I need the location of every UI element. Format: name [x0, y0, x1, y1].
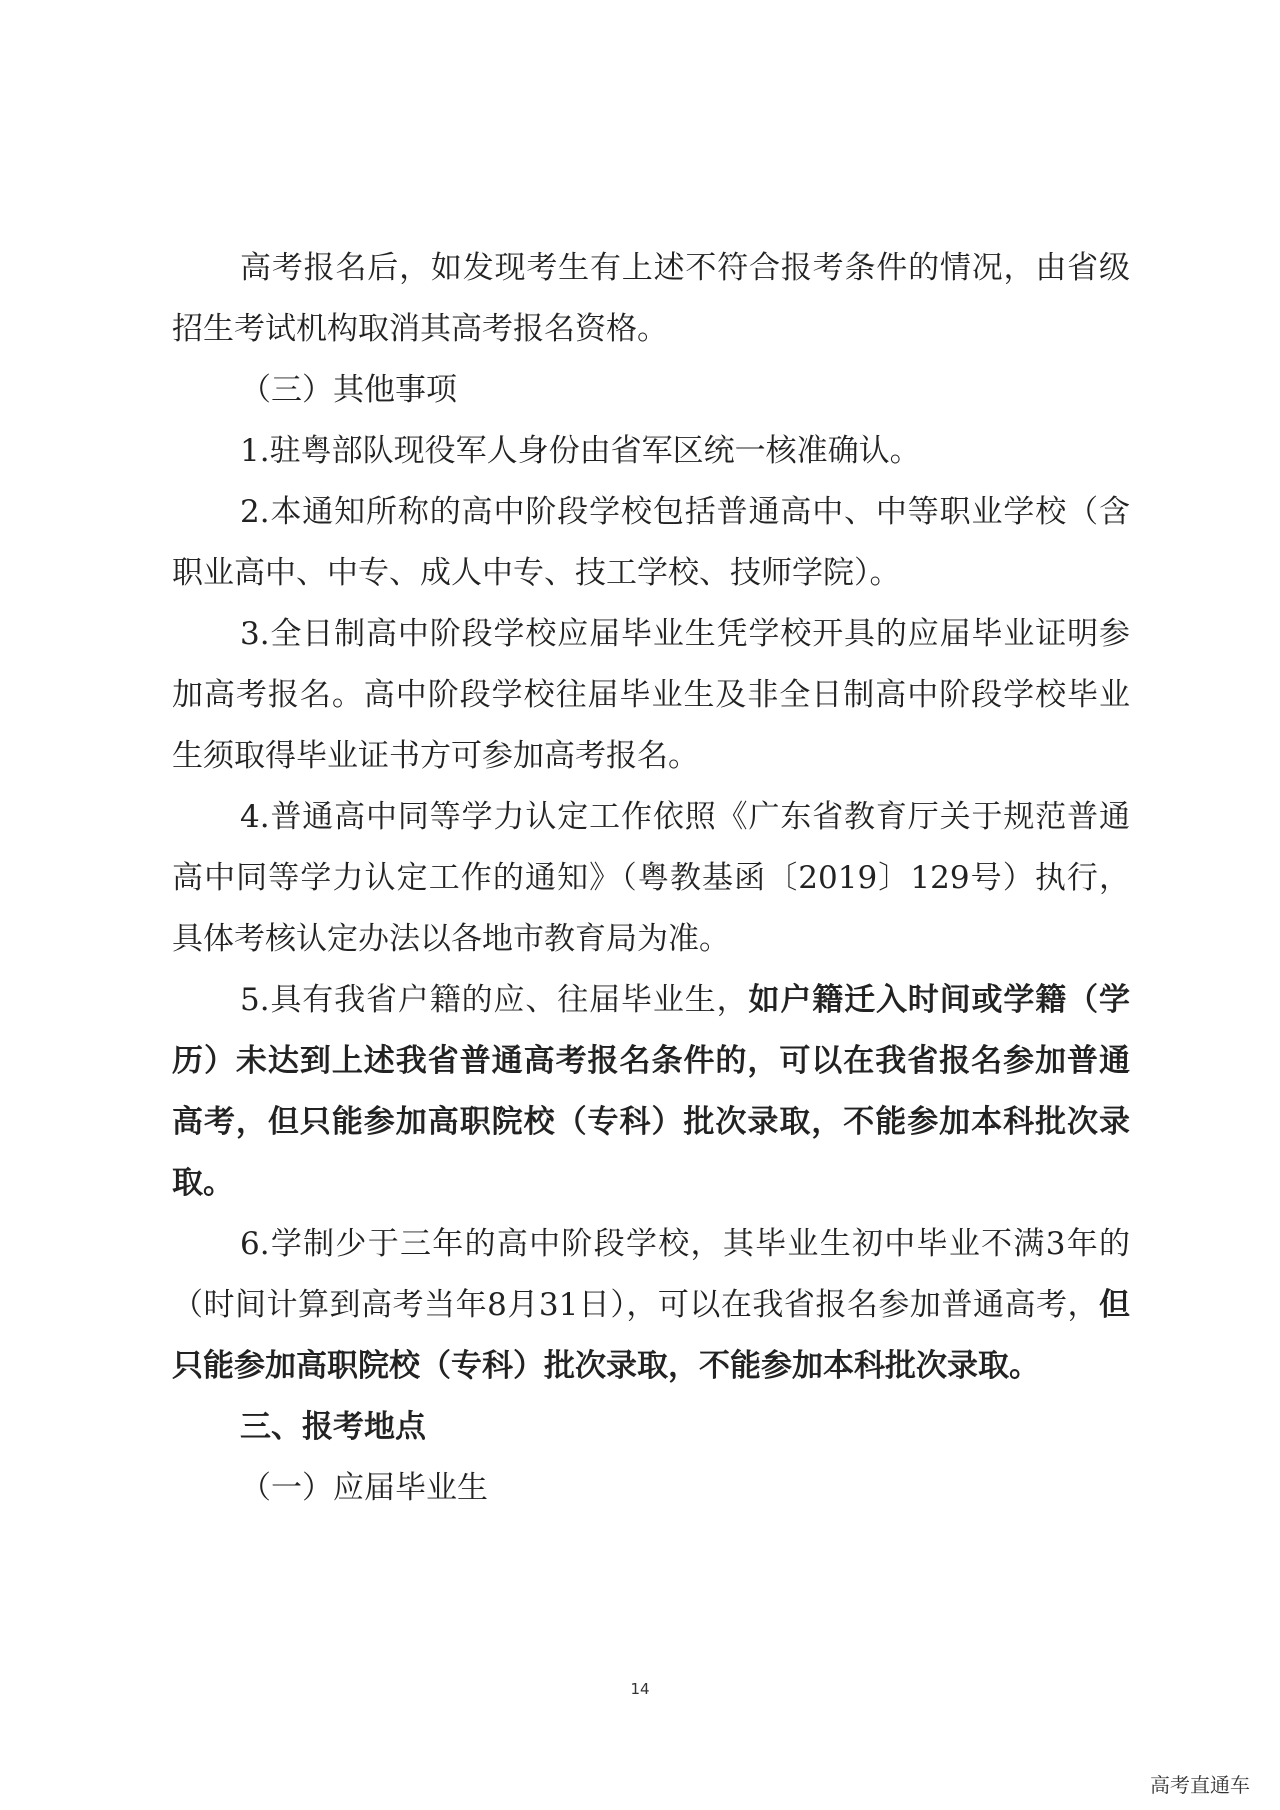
paragraph-item-2: 2.本通知所称的高中阶段学校包括普通高中、中等职业学校（含职业高中、中专、成人中专、技工学校、技师学院）。 [172, 494, 1130, 591]
paragraph-cancel-eligibility: 高考报名后，如发现考生有上述不符合报考条件的情况，由省级招生考试机构取消其高考报名资格。 [172, 250, 1130, 347]
heading-exam-location: 三、报考地点 [240, 1409, 426, 1445]
item-6-text: 6.学制少于三年的高中阶段学校，其毕业生初中毕业不满3年的（时间计算到高考当年8月31日），可以在我省报名参加普通高考， [172, 1226, 1130, 1323]
paragraph-item-4: 4.普通高中同等学力认定工作依照《广东省教育厅关于规范普通高中同等学力认定工作的通知》（粤教基函〔2019〕129号）执行，具体考核认定办法以各地市教育局为准。 [172, 799, 1130, 957]
paragraph-item-3: 3.全日制高中阶段学校应届毕业生凭学校开具的应届毕业证明参加高考报名。高中阶段学校往届毕业生及非全日制高中阶段学校毕业生须取得毕业证书方可参加高考报名。 [172, 616, 1130, 774]
document-body [172, 238, 1130, 1519]
paragraph-item-6 [172, 1214, 1130, 1397]
subheading-current-graduates: （一）应届毕业生 [240, 1470, 488, 1506]
subheading-other-matters: （三）其他事项 [240, 372, 457, 408]
paragraph-item-5 [172, 970, 1130, 1214]
item-6-bold-text: 但只能参加高职院校（专科）批次录取，不能参加本科批次录取。 [172, 1287, 1130, 1384]
item-5-text: 5.具有我省户籍的应、往届毕业生， [240, 982, 749, 1018]
page-number: 14 [630, 1680, 650, 1698]
watermark-text: 高考直通车 [1150, 1773, 1250, 1797]
item-5-bold-text: 如户籍迁入时间或学籍（学历）未达到上述我省普通高考报名条件的，可以在我省报名参加普通高考，但只能参加高职院校（专科）批次录取，不能参加本科批次录取。 [172, 982, 1131, 1201]
paragraph-item-1: 1.驻粤部队现役军人身份由省军区统一核准确认。 [240, 433, 921, 469]
